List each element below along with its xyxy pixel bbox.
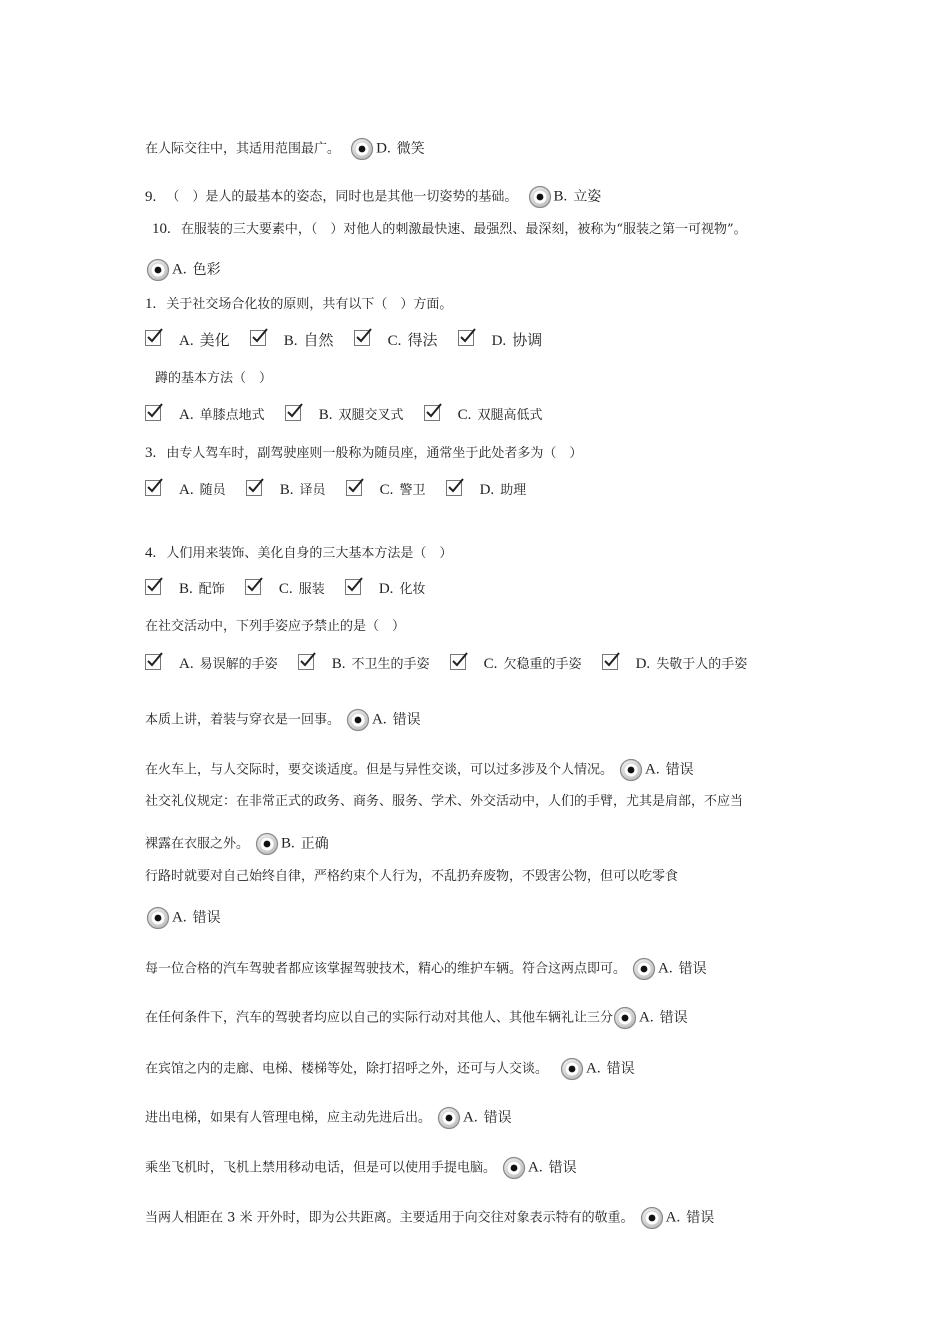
multi-question-2-options [145, 405, 558, 426]
answer-text: 错误 [659, 1009, 688, 1026]
option-b[interactable]: B. 译员 [246, 480, 326, 501]
question-text: 在宾馆之内的走廊、电梯、楼梯等处，除打招呼之外，还可与人交谈。 [145, 1061, 549, 1077]
question-number: 1. [145, 296, 157, 312]
option-c[interactable]: C. 欠稳重的手姿 [450, 654, 582, 675]
question-number: 9. [145, 188, 157, 205]
radio-selected-icon[interactable] [146, 906, 170, 930]
multi-question-4-options [145, 579, 441, 600]
option-b[interactable]: B. 双腿交叉式 [285, 405, 404, 426]
answer-letter: A. [645, 761, 660, 778]
answer-letter: B. [553, 188, 568, 205]
option-d[interactable]: D. 失敬于人的手姿 [602, 654, 748, 675]
checkbox-checked-icon[interactable] [458, 330, 474, 346]
question-10 [152, 219, 747, 240]
answer-letter: B. [281, 835, 295, 852]
checkbox-checked-icon[interactable] [145, 579, 161, 595]
answer-text: 错误 [686, 1209, 715, 1226]
answer-letter: A. [372, 711, 387, 728]
question-8 [145, 137, 425, 161]
judge-question-1 [145, 708, 421, 732]
question-text: 蹲的基本方法（ ） [155, 371, 273, 386]
question-text: 社交礼仪规定：在非常正式的政务、商务、服务、学术、外交活动中，人们的手臂，尤其是肩部，不应当 [145, 794, 744, 809]
radio-selected-icon[interactable] [502, 1156, 526, 1180]
question-text: 每一位合格的汽车驾驶者都应该掌握驾驶技术，精心的维护车辆。符合这两点即可。 [145, 961, 627, 977]
question-text: 当两人相距在 3 米 开外时，即为公共距离。主要适用于向交往对象表示特有的敬重。 [145, 1210, 634, 1226]
answer-text: 立姿 [573, 188, 602, 205]
question-text: （ ）是人的最基本的姿态，同时也是其他一切姿势的基础。 [166, 189, 518, 205]
question-number: 3. [145, 445, 157, 461]
radio-selected-icon[interactable] [528, 185, 552, 209]
question-text: 在人际交往中，其适用范围最广。 [145, 141, 341, 157]
multi-question-1 [145, 294, 452, 315]
option-c[interactable]: C. 得法 [354, 330, 438, 352]
checkbox-checked-icon[interactable] [285, 405, 301, 421]
option-c[interactable]: C. 服装 [245, 579, 325, 600]
multi-question-3-options [145, 480, 542, 501]
answer-letter: D. [376, 140, 391, 157]
judge-question-9 [145, 1156, 577, 1180]
question-number: 10. [152, 221, 171, 237]
radio-selected-icon[interactable] [613, 1006, 637, 1030]
checkbox-checked-icon[interactable] [145, 405, 161, 421]
option-a[interactable]: A. 美化 [145, 330, 230, 352]
radio-selected-icon[interactable] [350, 137, 374, 161]
checkbox-checked-icon[interactable] [145, 330, 161, 346]
question-text: 在服装的三大要素中，（ ）对他人的刺激最快速、最强烈、最深刻，被称为“服装之第一可视物”。 [180, 222, 747, 237]
option-c[interactable]: C. 警卫 [346, 480, 426, 501]
answer-text: 错误 [192, 909, 221, 926]
option-a[interactable]: A. 随员 [145, 480, 226, 501]
question-text: 行路时就要对自己始终自律，严格约束个人行为，不乱扔弃废物，不毁害公物，但可以吃零食 [145, 869, 679, 884]
answer-text: 错误 [483, 1109, 512, 1126]
checkbox-checked-icon[interactable] [424, 405, 440, 421]
checkbox-checked-icon[interactable] [298, 654, 314, 670]
checkbox-checked-icon[interactable] [246, 480, 262, 496]
question-text: 在火车上，与人交际时，要交谈适度。但是与异性交谈，可以过多涉及个人情况。 [145, 762, 614, 778]
radio-selected-icon[interactable] [346, 708, 370, 732]
judge-question-10 [145, 1206, 714, 1230]
judge-question-4 [145, 867, 678, 887]
answer-text: 色彩 [192, 261, 221, 278]
answer-text: 错误 [606, 1060, 635, 1077]
answer-letter: A. [172, 909, 187, 926]
option-b[interactable]: B. 配饰 [145, 579, 225, 600]
judge-question-3-cont [145, 832, 329, 856]
option-a[interactable]: A. 易误解的手姿 [145, 654, 278, 675]
answer-text: 错误 [392, 711, 421, 728]
question-text: 人们用来装饰、美化自身的三大基本方法是（ ） [166, 546, 453, 561]
judge-question-4-answer [140, 906, 221, 930]
answer-letter: A. [639, 1009, 654, 1026]
checkbox-checked-icon[interactable] [354, 330, 370, 346]
radio-selected-icon[interactable] [619, 758, 643, 782]
checkbox-checked-icon[interactable] [602, 654, 618, 670]
radio-selected-icon[interactable] [640, 1206, 664, 1230]
judge-question-8 [145, 1106, 512, 1130]
multi-question-5-options [145, 654, 763, 675]
answer-letter: A. [586, 1060, 601, 1077]
question-10-answer [140, 258, 221, 282]
answer-letter: A. [658, 960, 673, 977]
answer-text: 错误 [678, 960, 707, 977]
judge-question-7 [145, 1057, 635, 1081]
multi-question-4 [145, 543, 452, 564]
multi-question-2 [155, 369, 272, 389]
answer-text: 错误 [665, 761, 694, 778]
question-text: 由专人驾车时，副驾驶座则一般称为随员座，通常坐于此处者多为（ ） [166, 446, 583, 461]
option-b[interactable]: B. 不卫生的手姿 [298, 654, 430, 675]
radio-selected-icon[interactable] [437, 1106, 461, 1130]
option-d[interactable]: D. 协调 [458, 330, 543, 352]
option-d[interactable]: D. 助理 [446, 480, 527, 501]
question-text: 裸露在衣服之外。 [145, 836, 250, 852]
answer-letter: A. [528, 1159, 543, 1176]
checkbox-checked-icon[interactable] [145, 654, 161, 670]
answer-text: 正确 [300, 835, 329, 852]
checkbox-checked-icon[interactable] [450, 654, 466, 670]
option-a[interactable]: A. 单膝点地式 [145, 405, 265, 426]
question-text: 本质上讲，着装与穿衣是一回事。 [145, 712, 341, 728]
checkbox-checked-icon[interactable] [145, 480, 161, 496]
option-b[interactable]: B. 自然 [250, 330, 334, 352]
question-number: 4. [145, 545, 157, 561]
option-c[interactable]: C. 双腿高低式 [424, 405, 543, 426]
checkbox-checked-icon[interactable] [250, 330, 266, 346]
judge-question-3 [145, 792, 743, 812]
radio-selected-icon[interactable] [146, 258, 170, 282]
answer-letter: A. [172, 261, 187, 278]
answer-text: 微笑 [396, 140, 425, 157]
radio-selected-icon[interactable] [632, 957, 656, 981]
option-d[interactable]: D. 化妆 [345, 579, 426, 600]
question-9 [145, 185, 601, 209]
question-text: 在社交活动中，下列手姿应予禁止的是（ ） [145, 619, 406, 634]
multi-question-5 [145, 617, 405, 637]
question-text: 在任何条件下，汽车的驾驶者均应以自己的实际行动对其他人、其他车辆礼让三分 [145, 1010, 614, 1026]
answer-letter: A. [463, 1109, 478, 1126]
judge-question-5 [145, 957, 707, 981]
answer-letter: A. [665, 1209, 681, 1226]
multi-question-1-options [145, 330, 558, 352]
checkbox-checked-icon[interactable] [446, 480, 462, 496]
checkbox-checked-icon[interactable] [346, 480, 362, 496]
question-text: 进出电梯，如果有人管理电梯，应主动先进后出。 [145, 1110, 432, 1126]
answer-text: 错误 [548, 1159, 577, 1176]
radio-selected-icon[interactable] [255, 832, 279, 856]
checkbox-checked-icon[interactable] [345, 579, 361, 595]
judge-question-6 [145, 1006, 688, 1030]
checkbox-checked-icon[interactable] [245, 579, 261, 595]
multi-question-3 [145, 443, 582, 464]
judge-question-2 [145, 758, 694, 782]
question-text: 关于社交场合化妆的原则，共有以下（ ）方面。 [166, 297, 453, 312]
question-text: 乘坐飞机时，飞机上禁用移动电话，但是可以使用手提电脑。 [145, 1160, 497, 1176]
radio-selected-icon[interactable] [560, 1057, 584, 1081]
